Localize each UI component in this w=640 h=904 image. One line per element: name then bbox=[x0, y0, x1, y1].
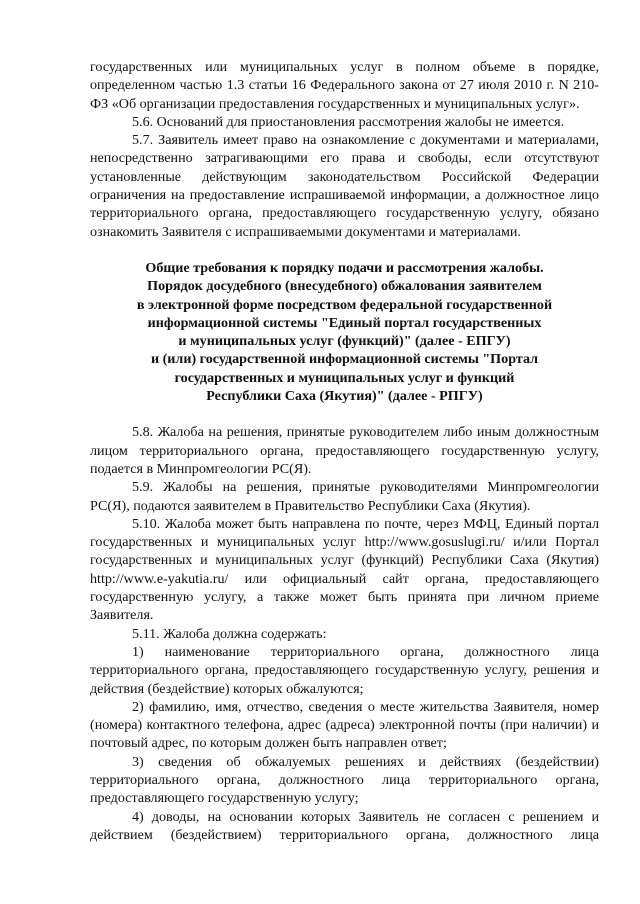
paragraph-5-6: 5.6. Оснований для приостановления рассмотрения жалобы не имеется. bbox=[132, 113, 565, 130]
list-item-4: 4) доводы, на основании которых Заявитель не согласен с решением и действием (бездействием) территориального органа, должностного лица bbox=[90, 808, 599, 843]
heading-line: государственных и муниципальных услуг и функций bbox=[174, 369, 515, 386]
heading-line: и (или) государственной информационной системы "Портал bbox=[150, 351, 539, 368]
paragraph-5-7: 5.7. Заявитель имеет право на ознакомление с документами и материалами, непосредственно затрагивающими его права и свободы, если отсутствуют установленные действующим законодательством Российской Федерации ограничения на предоставление испрашиваемой информации, а должностное лицо территориального органа, предоставляющего государственную услугу, обязано ознакомить Заявителя с испрашиваемыми документами и материалами. bbox=[90, 132, 599, 240]
paragraph-continuation: государственных или муниципальных услуг в полном объеме в порядке, определенном частью 1.3 статьи 16 Федерального закона от 27 июля 2010 г. N 210-ФЗ «Об организации предоставления государственных и муниципальных услуг». bbox=[90, 59, 599, 112]
paragraph-5-11: 5.11. Жалоба должна содержать: bbox=[132, 625, 327, 642]
paragraph-5-10: 5.10. Жалоба может быть направлена по почте, через МФЦ, Единый портал государственных и муниципальных услуг http://www.gosuslugi.ru/ и/или Портал государственных и муниципальных услуг (функций) Республики Саха (Якутия) http://www.e-yakutia.ru/ или официальный сайт органа, предоставляющего государственную услугу, а также может быть принята при личном приеме Заявителя. bbox=[90, 515, 599, 624]
section-heading bbox=[90, 259, 599, 405]
list-item-2: 2) фамилию, имя, отчество, сведения о месте жительства Заявителя, номер (номера) контактного телефона, адрес (адреса) электронной почты (при наличии) и почтовый адрес, по которым должен быть направлен ответ; bbox=[90, 698, 599, 752]
heading-line: Порядок досудебного (внесудебного) обжалования заявителем bbox=[147, 278, 542, 295]
paragraph-5-9: 5.9. Жалобы на решения, принятые руководителями Минпромгеологии РС(Я), подаются заявителем в Правительство Республики Саха (Якутия). bbox=[90, 479, 599, 514]
list-item-1: 1) наименование территориального органа, должностного лица территориального органа, предоставляющего государственную услугу, решения и действия (бездействие) которых обжалуются; bbox=[90, 643, 599, 697]
heading-line: Республики Саха (Якутия)" (далее - РПГУ) bbox=[206, 388, 483, 405]
heading-line: информационной системы "Единый портал государственных bbox=[147, 314, 542, 331]
list-item-3: 3) сведения об обжалуемых решениях и действиях (бездействии) территориального органа, должностного лица территориального органа, предоставляющего государственную услугу; bbox=[90, 753, 599, 807]
heading-line: и муниципальных услуг (функций)" (далее - ЕПГУ) bbox=[178, 333, 511, 350]
heading-line: Общие требования к порядку подачи и рассмотрения жалобы. bbox=[145, 259, 544, 276]
heading-line: в электронной форме посредством федеральной государственной bbox=[136, 296, 553, 313]
paragraph-5-8: 5.8. Жалоба на решения, принятые руководителем либо иным должностным лицом территориального органа, предоставляющего государственную услугу, подается в Минпромгеологии РС(Я). bbox=[90, 424, 599, 477]
